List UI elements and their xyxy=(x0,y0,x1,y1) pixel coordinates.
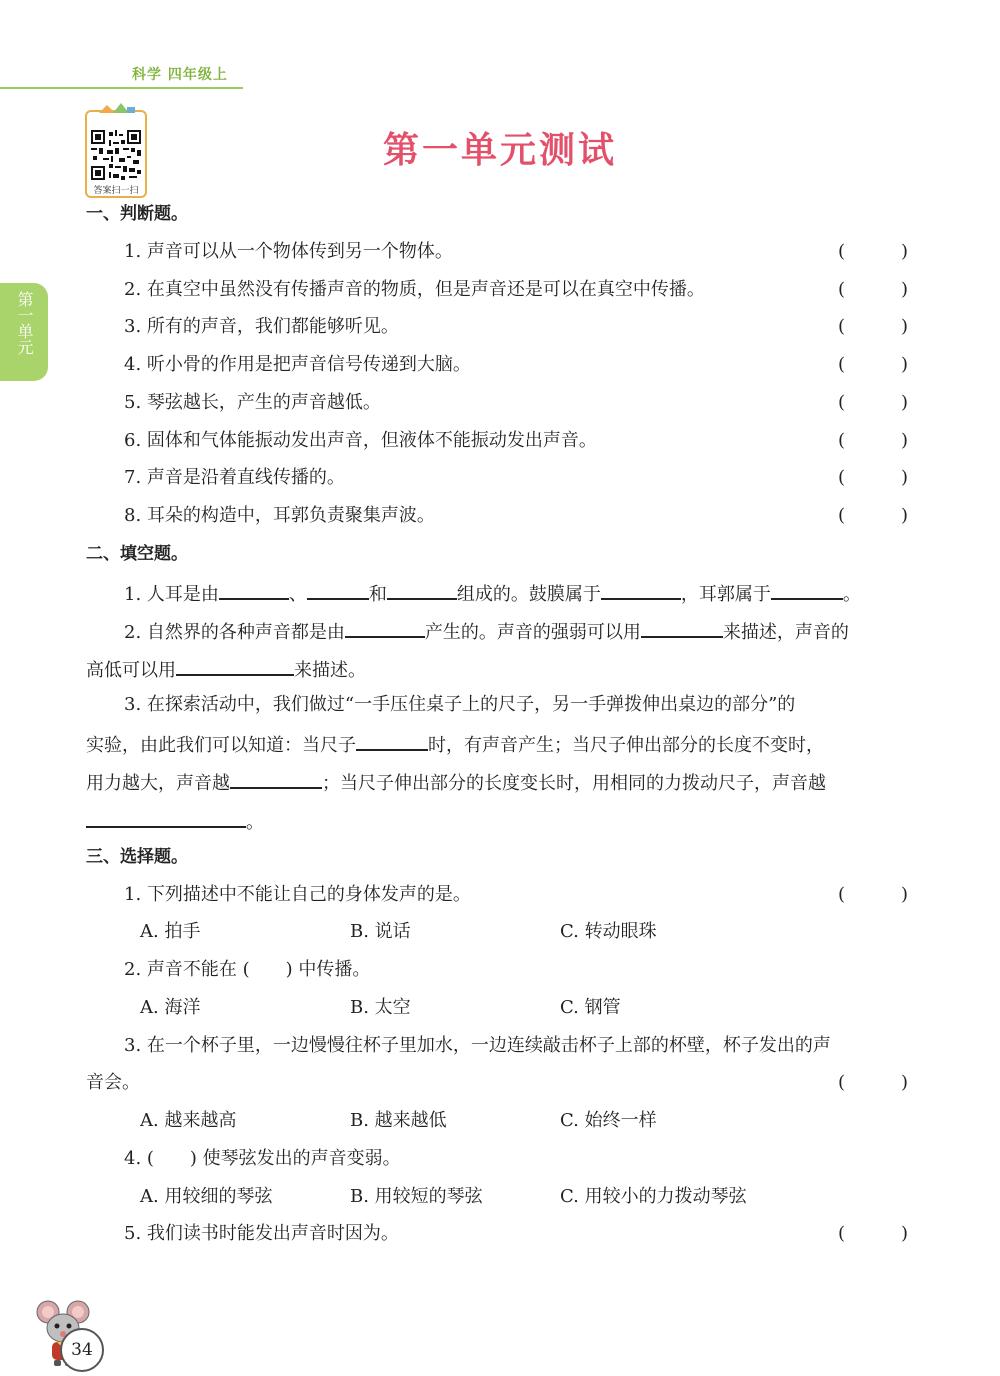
choice-option-c[interactable]: C. 转动眼珠 xyxy=(560,921,657,942)
header-divider xyxy=(0,87,243,89)
answer-parentheses[interactable]: ( ) xyxy=(838,467,908,488)
choice-option-a[interactable]: A. 海洋 xyxy=(140,997,201,1018)
judgement-item-1: 1. 声音可以从一个物体传到另一个物体。 xyxy=(124,241,453,262)
answer-blank[interactable] xyxy=(771,580,843,600)
answer-blank[interactable] xyxy=(356,731,428,751)
judgement-item-5: 5. 琴弦越长，产生的声音越低。 xyxy=(124,392,381,413)
answer-parentheses[interactable]: ( ) xyxy=(838,505,908,526)
answer-blank[interactable] xyxy=(641,618,723,638)
judgement-item-8: 8. 耳朵的构造中，耳郭负责聚集声波。 xyxy=(124,505,435,526)
unit-side-tab-label: 第一单元 xyxy=(15,291,34,355)
answer-parentheses[interactable]: ( ) xyxy=(838,316,908,337)
header-text: 科学 四年级上 xyxy=(132,67,228,83)
answer-parentheses[interactable]: ( ) xyxy=(838,884,908,905)
section-heading-choice: 三、选择题。 xyxy=(86,847,188,867)
unit-side-tab xyxy=(0,283,48,381)
section-heading-judgement: 一、判断题。 xyxy=(86,204,188,224)
choice-option-b[interactable]: B. 越来越低 xyxy=(350,1110,447,1131)
fill-question-3-line-4: 。 xyxy=(86,808,264,835)
choice-option-c[interactable]: C. 用较小的力拨动琴弦 xyxy=(560,1186,747,1207)
answer-blank[interactable] xyxy=(219,580,289,600)
choice-question-3-line-2: 音会。 xyxy=(86,1072,140,1093)
choice-option-c[interactable]: C. 始终一样 xyxy=(560,1110,657,1131)
choice-option-c[interactable]: C. 钢管 xyxy=(560,997,621,1018)
choice-option-a[interactable]: A. 越来越高 xyxy=(140,1110,237,1131)
fill-question-2-line-2: 高低可以用 来描述。 xyxy=(86,656,366,683)
judgement-item-4: 4. 听小骨的作用是把声音信号传递到大脑。 xyxy=(124,354,471,375)
page-title: 第一单元测试 xyxy=(382,129,617,171)
answer-parentheses[interactable]: ( ) xyxy=(838,430,908,451)
house-roof-icon xyxy=(97,102,137,114)
fill-question-3-line-1: 3. 在探索活动中，我们做过“一手压住桌子上的尺子，另一手弹拨伸出桌边的部分”的 xyxy=(124,694,796,715)
choice-option-b[interactable]: B. 用较短的琴弦 xyxy=(350,1186,483,1207)
choice-question-1: 1. 下列描述中不能让自己的身体发声的是。 xyxy=(124,884,471,905)
choice-option-b[interactable]: B. 说话 xyxy=(350,921,411,942)
choice-question-3-line-1: 3. 在一个杯子里，一边慢慢往杯子里加水，一边连续敲击杯子上部的杯壁，杯子发出的声 xyxy=(124,1035,831,1056)
answer-parentheses[interactable]: ( ) xyxy=(838,1223,908,1244)
choice-question-5: 5. 我们读书时能发出声音时因为。 xyxy=(124,1223,399,1244)
choice-question-2: 2. 声音不能在 ( ) 中传播。 xyxy=(124,959,371,980)
page-number: 34 xyxy=(60,1328,104,1372)
page-header xyxy=(0,58,245,90)
judgement-item-6: 6. 固体和气体能振动发出声音，但液体不能振动发出声音。 xyxy=(124,430,597,451)
fill-question-3-line-2: 实验，由此我们可以知道：当尺子 时，有声音产生；当尺子伸出部分的长度不变时， xyxy=(86,731,824,758)
answer-parentheses[interactable]: ( ) xyxy=(838,354,908,375)
answer-blank[interactable] xyxy=(176,656,294,676)
answer-blank[interactable] xyxy=(307,580,369,600)
answer-blank[interactable] xyxy=(345,618,425,638)
judgement-item-7: 7. 声音是沿着直线传播的。 xyxy=(124,467,345,488)
choice-option-a[interactable]: A. 用较细的琴弦 xyxy=(140,1186,273,1207)
judgement-item-2: 2. 在真空中虽然没有传播声音的物质，但是声音还是可以在真空中传播。 xyxy=(124,279,705,300)
answer-blank[interactable] xyxy=(86,808,246,828)
judgement-item-3: 3. 所有的声音，我们都能够听见。 xyxy=(124,316,399,337)
fill-question-3-line-3: 用力越大，声音越 ；当尺子伸出部分的长度变长时，用相同的力拨动尺子，声音越 xyxy=(86,769,826,796)
answer-parentheses[interactable]: ( ) xyxy=(838,392,908,413)
answer-blank[interactable] xyxy=(230,769,322,789)
answer-parentheses[interactable]: ( ) xyxy=(838,1072,908,1093)
section-heading-fill-blank: 二、填空题。 xyxy=(86,544,188,564)
answer-blank[interactable] xyxy=(601,580,681,600)
fill-question-2-line-1: 2. 自然界的各种声音都是由 产生的。声音的强弱可以用 来描述，声音的 xyxy=(124,618,849,645)
answer-blank[interactable] xyxy=(387,580,457,600)
fill-question-1: 1. 人耳是由 、 和 组成的。鼓膜属于 ，耳郭属于 。 xyxy=(124,580,861,607)
answer-parentheses[interactable]: ( ) xyxy=(838,279,908,300)
choice-option-b[interactable]: B. 太空 xyxy=(350,997,411,1018)
answer-parentheses[interactable]: ( ) xyxy=(838,241,908,262)
choice-question-4: 4. ( ) 使琴弦发出的声音变弱。 xyxy=(124,1148,401,1169)
qr-label: 答案扫一扫 xyxy=(93,186,139,196)
choice-option-a[interactable]: A. 拍手 xyxy=(140,921,201,942)
